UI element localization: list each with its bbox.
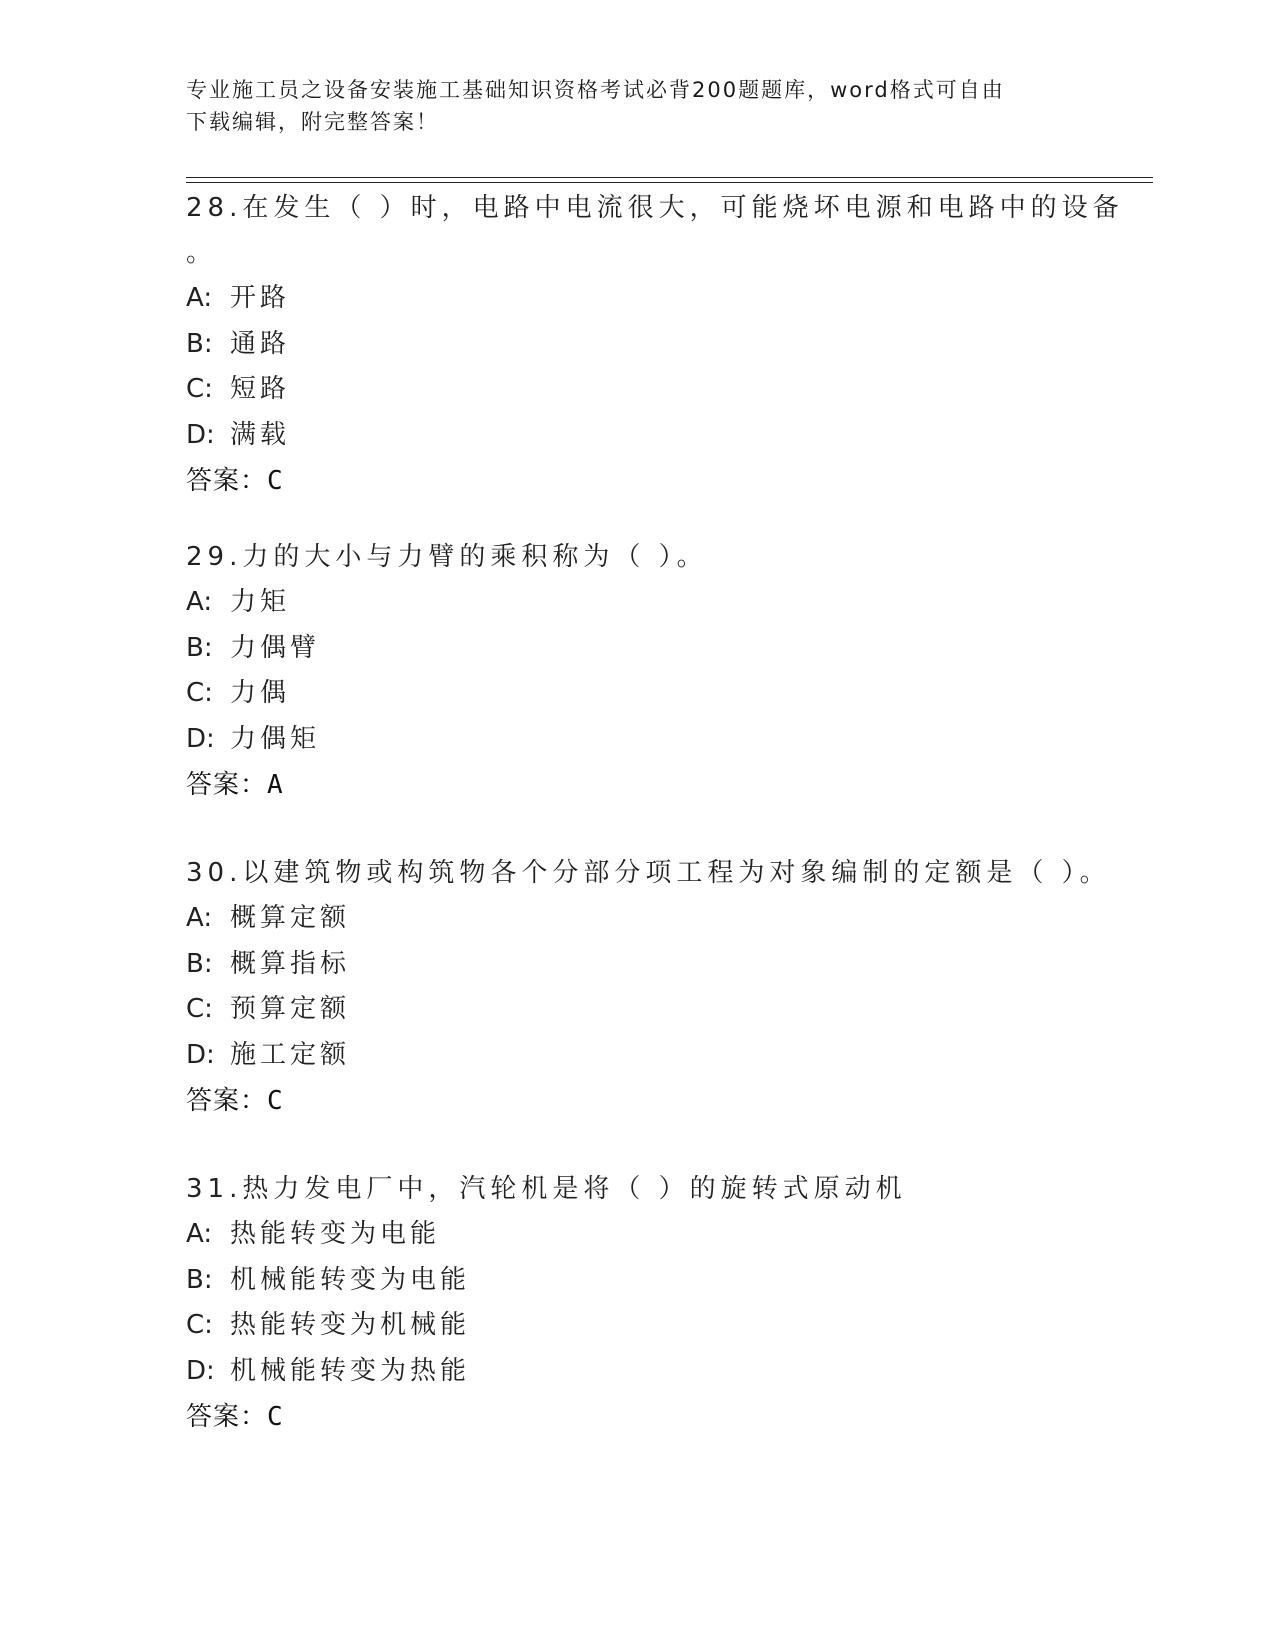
option-letter: B: [186,948,213,979]
option-text: 力矩 [230,587,291,617]
option-letter: D: [186,1039,215,1070]
option-letter: B: [186,1264,213,1295]
answer-line [186,1079,1086,1124]
option-letter: A: [186,587,213,617]
option-text: 力偶 [230,678,291,708]
option-b [186,626,1086,672]
answer-value: C [267,1086,283,1116]
question-stem: 29.力的大小与力臂的乘积称为（ ）。 [186,542,708,572]
option-text: 预算定额 [230,994,351,1024]
answer-line [186,763,1086,808]
option-letter: D: [186,1355,215,1386]
answer-label: 答案： [186,1402,268,1432]
option-a [186,580,1086,626]
option-text: 开路 [230,283,291,313]
option-text: 施工定额 [230,1039,351,1070]
header-line-1: 专业施工员之设备安装施工基础知识资格考试必背200题题库，word格式可自由 [186,78,1005,102]
option-b [186,322,1086,368]
option-letter: C: [186,1310,213,1340]
answer-label: 答案： [186,770,268,800]
option-text: 概算指标 [230,948,351,979]
question-31 [186,1167,1086,1440]
question-stem: 28.在发生（ ）时，电路中电流很大，可能烧坏电源和电路中的设备 [186,193,1124,223]
option-d [186,413,1086,459]
option-letter: B: [186,632,213,663]
question-stem: 30.以建筑物或构筑物各个分部分项工程为对象编制的定额是（ ）。 [186,858,1111,888]
option-d [186,1033,1086,1079]
option-letter: D: [186,419,215,450]
option-letter: C: [186,678,213,708]
option-letter: D: [186,723,215,754]
option-text: 力偶矩 [230,723,321,754]
option-c [186,1303,1086,1349]
option-text: 通路 [230,328,291,359]
option-c [186,671,1086,717]
option-letter: A: [186,903,213,933]
option-text: 热能转变为机械能 [230,1310,471,1340]
option-letter: A: [186,283,213,313]
document-header [186,74,1066,138]
option-a [186,276,1086,322]
header-divider-bottom [186,182,1153,183]
answer-value: A [267,770,283,800]
question-28 [186,186,1124,504]
answer-value: C [267,1402,283,1432]
question-30 [186,851,1111,1124]
option-b [186,942,1086,988]
answer-label: 答案： [186,466,268,496]
option-text: 短路 [230,374,291,404]
question-29 [186,535,1086,808]
option-letter: C: [186,994,213,1024]
answer-label: 答案： [186,1086,268,1116]
answer-line [186,459,1086,504]
header-line-2: 下载编辑，附完整答案！ [186,110,439,134]
option-text: 热能转变为电能 [230,1219,441,1249]
option-text: 力偶臂 [230,632,321,663]
option-a [186,896,1086,942]
option-text: 机械能转变为电能 [230,1264,471,1295]
answer-line [186,1395,1086,1440]
answer-value: C [267,466,283,496]
option-d [186,1349,1086,1395]
option-c [186,987,1086,1033]
option-d [186,717,1086,763]
question-stem: 31.热力发电厂中，汽轮机是将（ ）的旋转式原动机 [186,1174,907,1204]
option-b [186,1258,1086,1304]
option-letter: A: [186,1219,213,1249]
option-text: 满载 [230,419,291,450]
question-stem-continuation: 。 [186,238,213,268]
option-c [186,367,1086,413]
option-text: 概算定额 [230,903,351,933]
option-letter: B: [186,328,213,359]
option-text: 机械能转变为热能 [230,1355,471,1386]
header-divider-top [186,177,1153,178]
option-a [186,1212,1086,1258]
option-letter: C: [186,374,213,404]
